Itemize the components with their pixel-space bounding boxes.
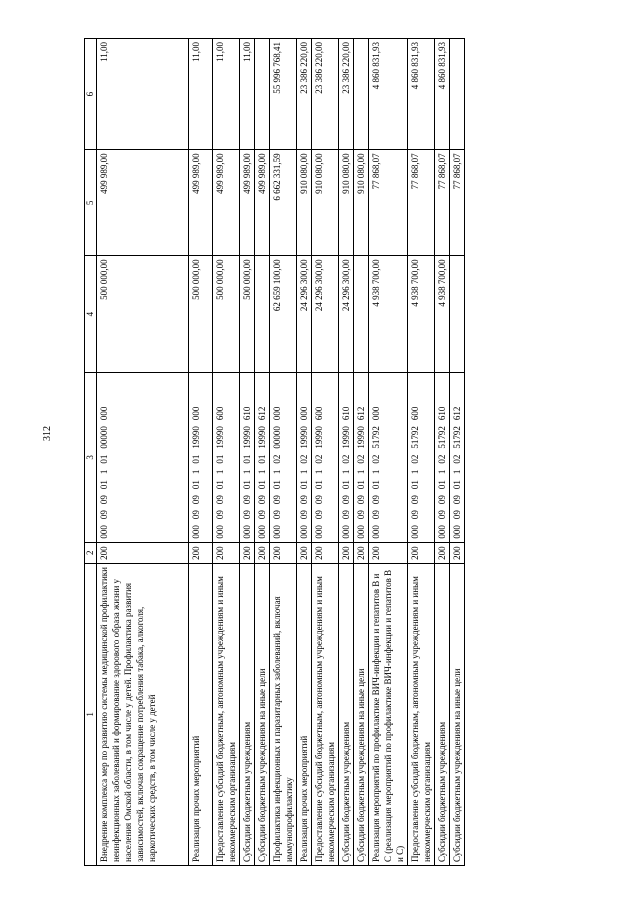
budget-code-part: 19990: [215, 426, 225, 449]
row-budget-code: [255, 372, 270, 542]
table-row: [213, 39, 240, 866]
table-row: [369, 39, 408, 866]
budget-code-part: 1: [257, 469, 267, 475]
budget-code-part: 000: [191, 406, 201, 421]
table-row: [270, 39, 297, 866]
budget-code-part: 000: [299, 525, 309, 539]
budget-code-part: 02: [314, 454, 324, 464]
table-row: [297, 39, 312, 866]
table-row: [435, 39, 450, 866]
row-col-4: 500 000,00: [213, 256, 240, 373]
budget-code-part: 09: [410, 495, 420, 505]
budget-code-part: 01: [215, 480, 225, 490]
budget-code-part: 000: [452, 525, 462, 539]
row-col-6: 11,00: [189, 39, 213, 150]
budget-code-part: 09: [272, 495, 282, 505]
budget-code-part: 000: [410, 525, 420, 539]
budget-code-part: 09: [371, 510, 381, 520]
budget-code: [313, 376, 325, 539]
budget-code-part: 01: [99, 454, 109, 464]
budget-code-part: 19990: [356, 426, 366, 449]
budget-code-part: 610: [341, 406, 351, 421]
budget-code-part: 09: [191, 495, 201, 505]
budget-code-part: 09: [99, 510, 109, 520]
row-name: Субсидии бюджетным учреждениям: [435, 563, 450, 865]
budget-code-part: 000: [242, 525, 252, 539]
row-col-4: 24 296 300,00: [297, 256, 312, 373]
row-col-2: 200: [354, 542, 369, 563]
budget-code-part: 01: [356, 480, 366, 490]
row-name: Реализация прочих мероприятий: [297, 563, 312, 865]
budget-code-part: 09: [341, 495, 351, 505]
budget-code-part: 612: [257, 406, 267, 421]
budget-code-part: 000: [299, 406, 309, 421]
row-budget-code: [312, 372, 339, 542]
budget-code-part: 09: [215, 495, 225, 505]
budget-code-part: 600: [410, 406, 420, 421]
budget-code-part: 01: [371, 480, 381, 490]
row-col-5: 499 989,00: [255, 150, 270, 256]
budget-code-part: 09: [299, 510, 309, 520]
row-col-5: 77 868,07: [450, 150, 465, 256]
row-budget-code: [408, 372, 435, 542]
row-name: Субсидии бюджетным учреждениям: [339, 563, 354, 865]
row-col-6: 4 860 831,93: [408, 39, 435, 150]
row-col-5: 499 989,00: [97, 150, 189, 256]
budget-code-part: 1: [299, 469, 309, 475]
budget-code-part: 01: [242, 480, 252, 490]
budget-code-part: 01: [242, 454, 252, 464]
table-row: [189, 39, 213, 866]
header-col-2: 2: [85, 542, 97, 563]
budget-code-part: 01: [299, 480, 309, 490]
row-col-5: 910 080,00: [312, 150, 339, 256]
budget-code-part: 600: [314, 406, 324, 421]
row-col-5: 499 989,00: [213, 150, 240, 256]
budget-code-part: 1: [242, 469, 252, 475]
row-col-2: 200: [97, 542, 189, 563]
row-budget-code: [339, 372, 354, 542]
budget-code-part: 09: [314, 495, 324, 505]
budget-code: [271, 376, 283, 539]
budget-code-part: 09: [191, 510, 201, 520]
budget-code-part: 51792: [371, 426, 381, 449]
budget-code-part: 01: [314, 480, 324, 490]
row-col-4: 4 938 700,00: [435, 256, 450, 373]
header-col-1: 1: [85, 563, 97, 865]
budget-code-part: 00000: [272, 426, 282, 449]
budget-code-part: 09: [215, 510, 225, 520]
row-name: Субсидии бюджетным учреждениям на иные цели: [354, 563, 369, 865]
row-col-4: 24 296 300,00: [312, 256, 339, 373]
row-col-2: 200: [213, 542, 240, 563]
budget-code-part: 1: [272, 469, 282, 475]
budget-code-part: 000: [257, 525, 267, 539]
header-col-6: 6: [85, 39, 97, 150]
budget-code-part: 09: [452, 495, 462, 505]
row-col-5: 77 868,07: [408, 150, 435, 256]
row-name: Предоставление субсидий бюджетным, автономным учреждениям и иным некоммерческим организациям: [408, 563, 435, 865]
row-col-2: 200: [270, 542, 297, 563]
budget-code-part: 1: [371, 469, 381, 475]
budget-code-part: 09: [452, 510, 462, 520]
row-name: Реализация прочих мероприятий: [189, 563, 213, 865]
row-col-5: 6 662 331,59: [270, 150, 297, 256]
budget-code-part: 02: [341, 454, 351, 464]
row-col-2: 200: [408, 542, 435, 563]
budget-code-part: 09: [272, 510, 282, 520]
row-col-2: 200: [189, 542, 213, 563]
budget-code-part: 1: [314, 469, 324, 475]
row-col-2: 200: [339, 542, 354, 563]
row-budget-code: [354, 372, 369, 542]
row-name: Внедрение комплекса мер по развитию системы медицинской профилактики неинфекционных заболеваний и формирование здорового образа жизни у населения Омской области, в том числе у детей. Профилактика развития зависимостей, включая сокращение потребления табака, алкоголя, наркотических средств, в том числе у детей: [97, 563, 189, 865]
budget-code-part: 1: [410, 469, 420, 475]
budget-code-part: 01: [215, 454, 225, 464]
row-name: Профилактика инфекционных и паразитарных заболеваний, включая иммунопрофилактику: [270, 563, 297, 865]
budget-code-part: 000: [356, 525, 366, 539]
budget-code: [190, 376, 202, 539]
budget-code-part: 02: [299, 454, 309, 464]
budget-code-part: 02: [437, 454, 447, 464]
budget-code-part: 00000: [99, 426, 109, 449]
budget-code-part: 09: [299, 495, 309, 505]
row-col-5: 910 080,00: [297, 150, 312, 256]
budget-code: [98, 376, 110, 539]
row-col-4: 4 938 700,00: [369, 256, 408, 373]
budget-code: [241, 376, 253, 539]
budget-table: [84, 38, 465, 866]
row-col-6: [450, 39, 465, 150]
row-col-5: 499 989,00: [189, 150, 213, 256]
row-col-5: 77 868,07: [435, 150, 450, 256]
table-row: [97, 39, 189, 866]
budget-code-part: 02: [410, 454, 420, 464]
row-name: Субсидии бюджетным учреждениям на иные цели: [255, 563, 270, 865]
budget-code: [298, 376, 310, 539]
table-row: [312, 39, 339, 866]
budget-code-part: 01: [191, 480, 201, 490]
row-col-5: 910 080,00: [354, 150, 369, 256]
table-row: [354, 39, 369, 866]
table-body: [97, 39, 465, 866]
row-budget-code: [97, 372, 189, 542]
budget-code-part: 000: [99, 406, 109, 421]
row-col-2: 200: [255, 542, 270, 563]
budget-code-part: 000: [215, 525, 225, 539]
budget-code: [214, 376, 226, 539]
table-row: [240, 39, 255, 866]
row-budget-code: [213, 372, 240, 542]
row-col-6: 23 386 220,00: [297, 39, 312, 150]
row-col-6: 11,00: [213, 39, 240, 150]
budget-code-part: 1: [191, 469, 201, 475]
page-number: 312: [42, 426, 53, 441]
row-col-6: [354, 39, 369, 150]
budget-code-part: 000: [191, 525, 201, 539]
budget-code-part: 09: [99, 495, 109, 505]
row-col-6: 11,00: [240, 39, 255, 150]
budget-code-part: 09: [356, 510, 366, 520]
budget-code-part: 02: [272, 454, 282, 464]
budget-code-part: 09: [257, 510, 267, 520]
budget-code: [256, 376, 268, 539]
budget-code-part: 01: [191, 454, 201, 464]
budget-code: [370, 376, 382, 539]
budget-code-part: 09: [410, 510, 420, 520]
row-name: Субсидии бюджетным учреждениям на иные цели: [450, 563, 465, 865]
row-name: Субсидии бюджетным учреждениям: [240, 563, 255, 865]
budget-code-part: 1: [356, 469, 366, 475]
table-header-row: [85, 39, 97, 866]
budget-code-part: 600: [215, 406, 225, 421]
budget-code-part: 02: [371, 454, 381, 464]
budget-code-part: 1: [437, 469, 447, 475]
budget-code-part: 000: [314, 525, 324, 539]
budget-code-part: 19990: [242, 426, 252, 449]
budget-code-part: 1: [341, 469, 351, 475]
row-col-2: 200: [435, 542, 450, 563]
budget-code-part: 02: [452, 454, 462, 464]
budget-code-part: 000: [272, 525, 282, 539]
table-row: [450, 39, 465, 866]
budget-code: [409, 376, 421, 539]
header-col-5: 5: [85, 150, 97, 256]
budget-code-part: 000: [371, 525, 381, 539]
budget-code-part: 01: [99, 480, 109, 490]
budget-code-part: 000: [99, 525, 109, 539]
budget-code-part: 000: [272, 406, 282, 421]
budget-code: [355, 376, 367, 539]
budget-code-part: 000: [437, 525, 447, 539]
budget-code-part: 09: [314, 510, 324, 520]
budget-code-part: 01: [452, 480, 462, 490]
row-budget-code: [189, 372, 213, 542]
budget-code-part: 19990: [299, 426, 309, 449]
row-col-6: [255, 39, 270, 150]
budget-code-part: 09: [242, 510, 252, 520]
budget-code-part: 01: [257, 454, 267, 464]
budget-code-part: 610: [242, 406, 252, 421]
budget-code-part: 51792: [452, 426, 462, 449]
row-col-2: 200: [369, 542, 408, 563]
budget-code-part: 612: [452, 406, 462, 421]
budget-table-container: [84, 38, 610, 866]
budget-code-part: 19990: [257, 426, 267, 449]
row-col-5: 910 080,00: [339, 150, 354, 256]
row-col-6: 55 996 768,41: [270, 39, 297, 150]
row-col-5: 499 989,00: [240, 150, 255, 256]
budget-code-part: 19990: [314, 426, 324, 449]
budget-code-part: 09: [341, 510, 351, 520]
budget-code-part: 09: [257, 495, 267, 505]
row-col-4: [450, 256, 465, 373]
budget-code: [451, 376, 463, 539]
budget-code-part: 09: [437, 510, 447, 520]
budget-code-part: 01: [272, 480, 282, 490]
row-budget-code: [450, 372, 465, 542]
row-budget-code: [240, 372, 255, 542]
budget-code-part: 01: [341, 480, 351, 490]
row-col-2: 200: [312, 542, 339, 563]
budget-code-part: 610: [437, 406, 447, 421]
table-row: [255, 39, 270, 866]
budget-code: [436, 376, 448, 539]
table-row: [408, 39, 435, 866]
budget-code-part: 09: [242, 495, 252, 505]
budget-code-part: 01: [410, 480, 420, 490]
row-budget-code: [270, 372, 297, 542]
row-col-6: 4 860 831,93: [435, 39, 450, 150]
row-col-4: 500 000,00: [240, 256, 255, 373]
row-col-6: 4 860 831,93: [369, 39, 408, 150]
budget-code-part: 09: [356, 495, 366, 505]
budget-code-part: 01: [257, 480, 267, 490]
row-budget-code: [297, 372, 312, 542]
row-col-4: 4 938 700,00: [408, 256, 435, 373]
row-col-6: 11,00: [97, 39, 189, 150]
row-budget-code: [369, 372, 408, 542]
budget-code-part: 09: [437, 495, 447, 505]
budget-code-part: 612: [356, 406, 366, 421]
row-col-6: 23 386 220,00: [312, 39, 339, 150]
row-name: Предоставление субсидий бюджетным, автономным учреждениям и иным некоммерческим организациям: [312, 563, 339, 865]
budget-code-part: 01: [437, 480, 447, 490]
row-col-4: 62 659 100,00: [270, 256, 297, 373]
budget-code-part: 000: [371, 406, 381, 421]
row-col-2: 200: [450, 542, 465, 563]
budget-code-part: 1: [215, 469, 225, 475]
row-col-4: 500 000,00: [97, 256, 189, 373]
budget-code: [340, 376, 352, 539]
row-budget-code: [435, 372, 450, 542]
row-name: Реализация мероприятий по профилактике ВИЧ-инфекции и гепатитов В и С (реализация мероприятий по профилактике ВИЧ-инфекции и гепатитов В и С): [369, 563, 408, 865]
budget-code-part: 19990: [191, 426, 201, 449]
budget-code-part: 51792: [410, 426, 420, 449]
row-col-2: 200: [240, 542, 255, 563]
row-col-2: 200: [297, 542, 312, 563]
row-col-4: 500 000,00: [189, 256, 213, 373]
row-col-4: [354, 256, 369, 373]
budget-code-part: 19990: [341, 426, 351, 449]
row-col-5: 77 868,07: [369, 150, 408, 256]
budget-code-part: 1: [452, 469, 462, 475]
budget-code-part: 000: [341, 525, 351, 539]
header-col-4: 4: [85, 256, 97, 373]
row-col-6: 23 386 220,00: [339, 39, 354, 150]
budget-code-part: 02: [356, 454, 366, 464]
table-row: [339, 39, 354, 866]
header-col-3: 3: [85, 372, 97, 542]
budget-code-part: 1: [99, 469, 109, 475]
row-col-4: [255, 256, 270, 373]
budget-code-part: 09: [371, 495, 381, 505]
row-col-4: 24 296 300,00: [339, 256, 354, 373]
budget-code-part: 51792: [437, 426, 447, 449]
row-name: Предоставление субсидий бюджетным, автономным учреждениям и иным некоммерческим организациям: [213, 563, 240, 865]
